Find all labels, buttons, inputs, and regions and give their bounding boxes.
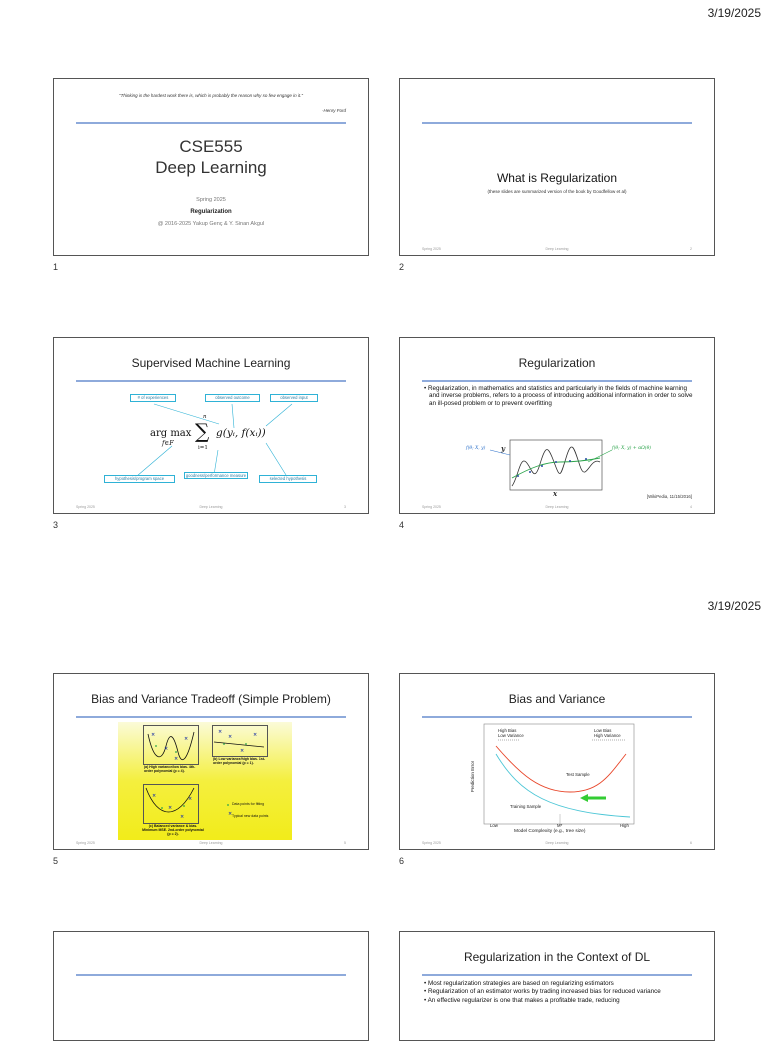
slide-3-number: 3 (53, 520, 59, 530)
chart-x-low: Low (490, 823, 498, 828)
slide-1[interactable] (53, 78, 369, 256)
slide-3-footer-left: Spring 2025 (76, 505, 95, 509)
slide-6[interactable] (399, 673, 715, 850)
chart-low-bias-label: Low Bias (594, 728, 612, 733)
slide-8-rule (422, 974, 692, 976)
caption-a: (a) High variance/low bias. 4th-order polynomial (p = 4). (144, 765, 196, 773)
slide-4[interactable] (399, 337, 715, 514)
slide-1-topic: Regularization (190, 209, 232, 215)
slide-2-subtitle: (these slides are summarized version of the book by Goodfellow et al) (487, 189, 627, 194)
slide-4-label-left: f(θ; X, y) (466, 446, 486, 451)
slide-5-footer-center: Deep Learning (199, 841, 223, 845)
box-hypothesis-space: hypothesis/program space (104, 475, 175, 483)
chart-y-label: Prediction Error (470, 760, 476, 793)
slide-1-copyright: @ 2016-2025 Yakup Genç & Y. Sinan Akgul (157, 221, 265, 227)
slide-3-footer-center: Deep Learning (199, 505, 223, 509)
slide-5-footer-right: 5 (344, 841, 346, 845)
formula-under: f∈F (162, 439, 174, 447)
slide-5[interactable] (53, 673, 369, 850)
box-input: observed input (270, 394, 318, 402)
slide-4-axis-x: x (553, 489, 558, 498)
slide-8-bullets (423, 980, 699, 1005)
slide-8-bullet-2-text: Regularization of an estimator works by trading increased bias for reduced variance (427, 988, 661, 996)
slide-2-title: What is Regularization (496, 171, 618, 185)
slide-4-footer-center: Deep Learning (545, 505, 569, 509)
slide-1-title-line2: Deep Learning (155, 158, 267, 177)
svg-text:×: × (228, 811, 233, 817)
slide-7-rule (76, 974, 346, 976)
box-goodness: goodness/performance measure (185, 473, 247, 478)
slide-1-term: Spring 2025 (196, 197, 226, 203)
slide-2-footer-left: Spring 2025 (422, 247, 441, 251)
slide-5-title: Bias and Variance Tradeoff (Simple Problem) (91, 692, 331, 706)
slide-7[interactable] (53, 931, 369, 1041)
chart-high-bias (498, 728, 524, 738)
slide-5-curves (118, 722, 292, 840)
slide-3-title: Supervised Machine Learning (131, 356, 291, 370)
formula-sum-top: n (203, 414, 207, 420)
formula-sum-bottom: i=1 (198, 445, 208, 451)
formula-sigma: ∑ (195, 419, 210, 443)
svg-text:×: × (253, 732, 258, 738)
svg-text:×: × (168, 805, 173, 811)
slide-8-bullet-1: • Most regularization strategies are based on regularizing estimators (424, 980, 614, 987)
chart-low-variance-label: Low Variance (498, 733, 524, 738)
slide-8[interactable] (399, 931, 715, 1041)
slide-8-bullet-2: • Regularization of an estimator works by trading increased bias for reduced variance (424, 988, 661, 996)
chart-high-bias-label: High Bias (498, 728, 517, 733)
formula (150, 414, 280, 456)
slide-4-bullet-text: Regularization, in mathematics and statistics and particularly in the fields of machine learning and inverse problems, refers to a process of introducing additional information in order to solve an ill-posed problem or to prevent overfitting (427, 385, 693, 407)
formula-argmax: arg max (150, 428, 192, 439)
svg-text:×: × (184, 736, 189, 742)
chart-high-variance-label: High Variance (594, 733, 621, 738)
svg-text:×: × (152, 793, 157, 799)
slide-2-footer-center: Deep Learning (545, 247, 569, 251)
slide-4-figure (400, 338, 715, 514)
chart-training-sample: Training Sample (510, 804, 542, 809)
slide-5-number: 5 (53, 856, 59, 866)
slide-4-footer-right: 4 (690, 505, 692, 509)
slide-2-rule (422, 122, 692, 124)
slide-2[interactable] (399, 78, 715, 256)
slide-4-bullet: • Regularization, in mathematics and statistics and particularly in the fields of machine learning and inverse problems, refers to a process of introducing additional information in order to solve an ill-posed problem or to prevent overfitting (424, 385, 693, 407)
slide-4-axis-y: y (501, 444, 506, 453)
formula-body: g(yᵢ, f(xᵢ)) (216, 427, 266, 439)
slide-2-number: 2 (399, 262, 405, 272)
chart-low-bias (594, 728, 621, 738)
slide-4-citation: [WikiPedia, 11/15/2016] (646, 494, 692, 499)
box-experiences: # of experiences (130, 394, 176, 402)
svg-text:×: × (180, 814, 185, 820)
slide-2-footer-right: 2 (690, 247, 692, 251)
legend-new: Typical new data points (232, 814, 269, 818)
slide-1-quote: "Thinking is the hardest work there is, which is probably the reason why so few engage in it." (118, 93, 304, 98)
svg-text:×: × (240, 748, 245, 754)
slide-3-footer-right: 3 (344, 505, 346, 509)
slide-8-bullet-3-text: An effective regularizer is one that makes a profitable trade, reducing (427, 996, 620, 1004)
page-date-top: 3/19/2025 (707, 6, 761, 20)
svg-text:×: × (228, 734, 233, 740)
slide-1-rule (76, 122, 346, 124)
box-outcome: observed outcome (205, 394, 260, 402)
slide-1-title-line1: CSE555 (179, 137, 243, 156)
caption-c: (c) Balanced variance & bias. Minimum MSE. 2nd-order polynomial (p = 2). (142, 824, 204, 836)
slide-5-footer-left: Spring 2025 (76, 841, 95, 845)
legend-fit: Data points for fitting (232, 802, 265, 806)
caption-b: (b) Low variance/high bias. 1st-order polynomial (p = 1). (213, 757, 266, 765)
slide-6-title: Bias and Variance (508, 692, 606, 706)
svg-text:×: × (218, 729, 223, 735)
svg-text:×: × (164, 746, 169, 752)
slide-5-figure (118, 722, 292, 840)
slide-6-number: 6 (399, 856, 405, 866)
slide-1-quote-author: -Henry Ford (321, 108, 346, 113)
slide-8-title: Regularization in the Context of DL (463, 950, 651, 964)
slide-6-footer-right: 6 (690, 841, 692, 845)
chart-x-high: High (620, 823, 629, 828)
chart-x-mid: M* (557, 823, 563, 828)
slide-3[interactable] (53, 337, 369, 514)
chart-x-label: Model Complexity (e.g., tree size) (514, 829, 586, 834)
svg-text:×: × (174, 756, 179, 762)
slide-1-number: 1 (53, 262, 59, 272)
slide-6-footer-left: Spring 2025 (422, 841, 441, 845)
box-selected: selected hypothesis (259, 475, 317, 483)
slide-4-label-right: f(θ; X, y) + αΩ(θ) (612, 446, 652, 451)
slide-5-rule (76, 716, 346, 718)
slide-4-number: 4 (399, 520, 405, 530)
page-date-bottom: 3/19/2025 (707, 599, 761, 613)
svg-text:×: × (188, 796, 193, 802)
slide-8-bullet-3: • An effective regularizer is one that makes a profitable trade, reducing (424, 996, 620, 1004)
svg-text:×: × (151, 732, 156, 738)
slide-4-title: Regularization (518, 356, 596, 370)
slide-8-bullet-1-text: Most regularization strategies are based on regularizing estimators (427, 980, 614, 987)
slide-6-footer-center: Deep Learning (545, 841, 569, 845)
chart-test-sample: Test Sample (566, 772, 590, 777)
slide-4-footer-left: Spring 2025 (422, 505, 441, 509)
